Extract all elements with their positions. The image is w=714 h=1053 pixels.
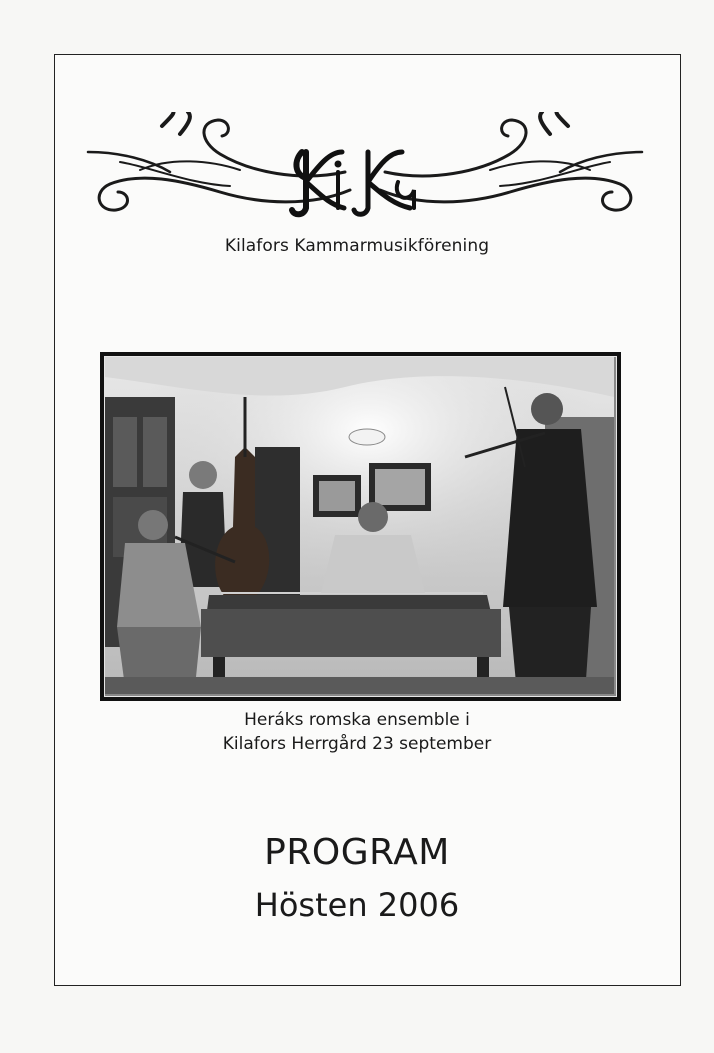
program-season: Hösten 2006 <box>254 886 460 924</box>
organization-name: Kilafors Kammarmusikförening <box>224 236 490 256</box>
program-title: PROGRAM <box>264 832 450 873</box>
right-flourish-icon <box>380 178 631 210</box>
caption-line-1: Heráks romska ensemble i <box>244 710 470 730</box>
left-flourish-icon <box>99 178 350 210</box>
photo-caption <box>0 708 714 756</box>
monogram-icon <box>292 152 414 214</box>
caption-line-2: Kilafors Herrgård 23 september <box>222 734 492 754</box>
ensemble-photo-image <box>105 357 614 694</box>
society-logo <box>80 112 650 227</box>
ensemble-photo <box>100 352 621 701</box>
